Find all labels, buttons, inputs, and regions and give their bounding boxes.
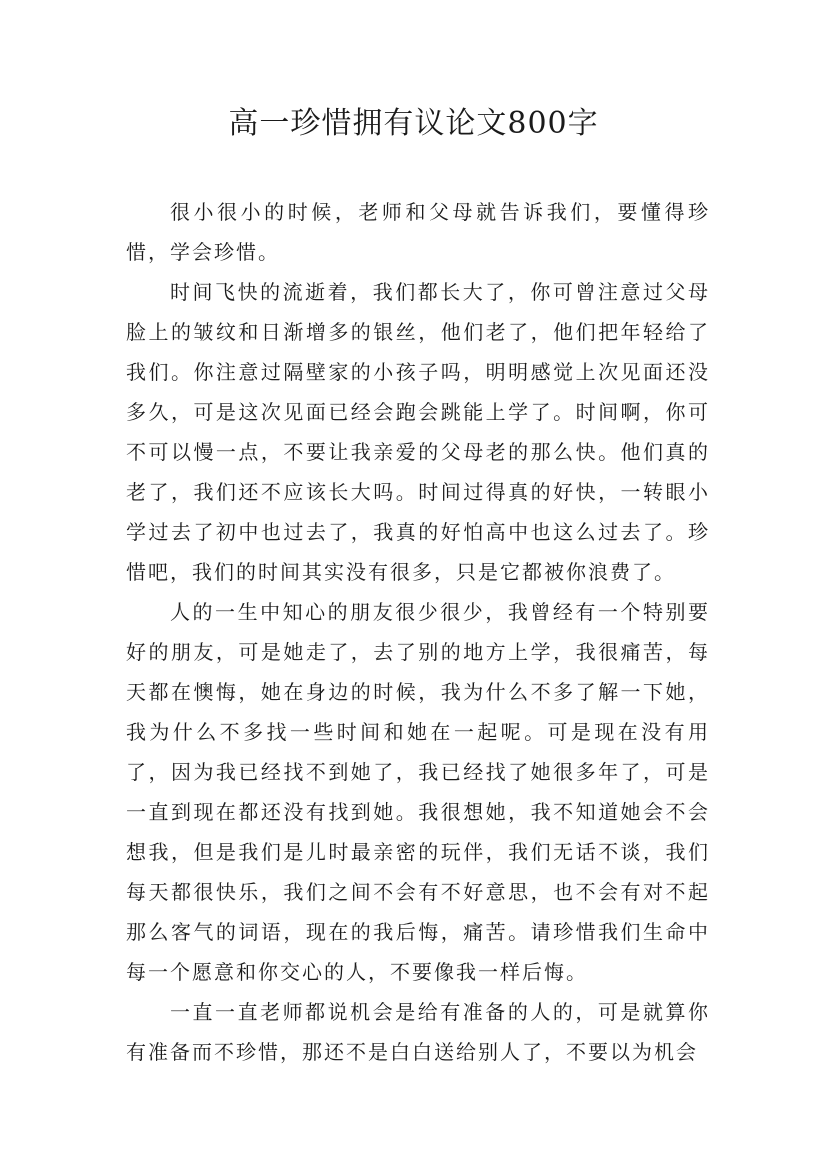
- paragraph: 人的一生中知心的朋友很少很少，我曾经有一个特别要好的朋友，可是她走了，去了别的地方上学，我很痛苦，每天都在懊悔，她在身边的时候，我为什么不多了解一下她，我为什么不多找一些时间和她在一起呢。可是现在没有用了，因为我已经找不到她了，我已经找了她很多年了，可是一直到现在都还没有找到她。我很想她，我不知道她会不会想我，但是我们是儿时最亲密的玩伴，我们无话不谈，我们每天都很快乐，我们之间不会有不好意思，也不会有对不起那么客气的词语，现在的我后悔，痛苦。请珍惜我们生命中每一个愿意和你交心的人，不要像我一样后悔。: [126, 600, 710, 984]
- document-title: 高一珍惜拥有议论文800字: [228, 106, 599, 141]
- document-body: [126, 192, 710, 1072]
- paragraph: 时间飞快的流逝着，我们都长大了，你可曾注意过父母脸上的皱纹和日渐增多的银丝，他们老了，他们把年轻给了我们。你注意过隔壁家的小孩子吗，明明感觉上次见面还没多久，可是这次见面已经会跑会跳能上学了。时间啊，你可不可以慢一点，不要让我亲爱的父母老的那么快。他们真的老了，我们还不应该长大吗。时间过得真的好快，一转眼小学过去了初中也过去了，我真的好怕高中也这么过去了。珍惜吧，我们的时间其实没有很多，只是它都被你浪费了。: [126, 280, 710, 584]
- paragraph: 很小很小的时候，老师和父母就告诉我们，要懂得珍惜，学会珍惜。: [126, 200, 710, 264]
- paragraph: 一直一直老师都说机会是给有准备的人的，可是就算你有准备而不珍惜，那还不是白白送给别人了，不要以为机会: [126, 1000, 710, 1064]
